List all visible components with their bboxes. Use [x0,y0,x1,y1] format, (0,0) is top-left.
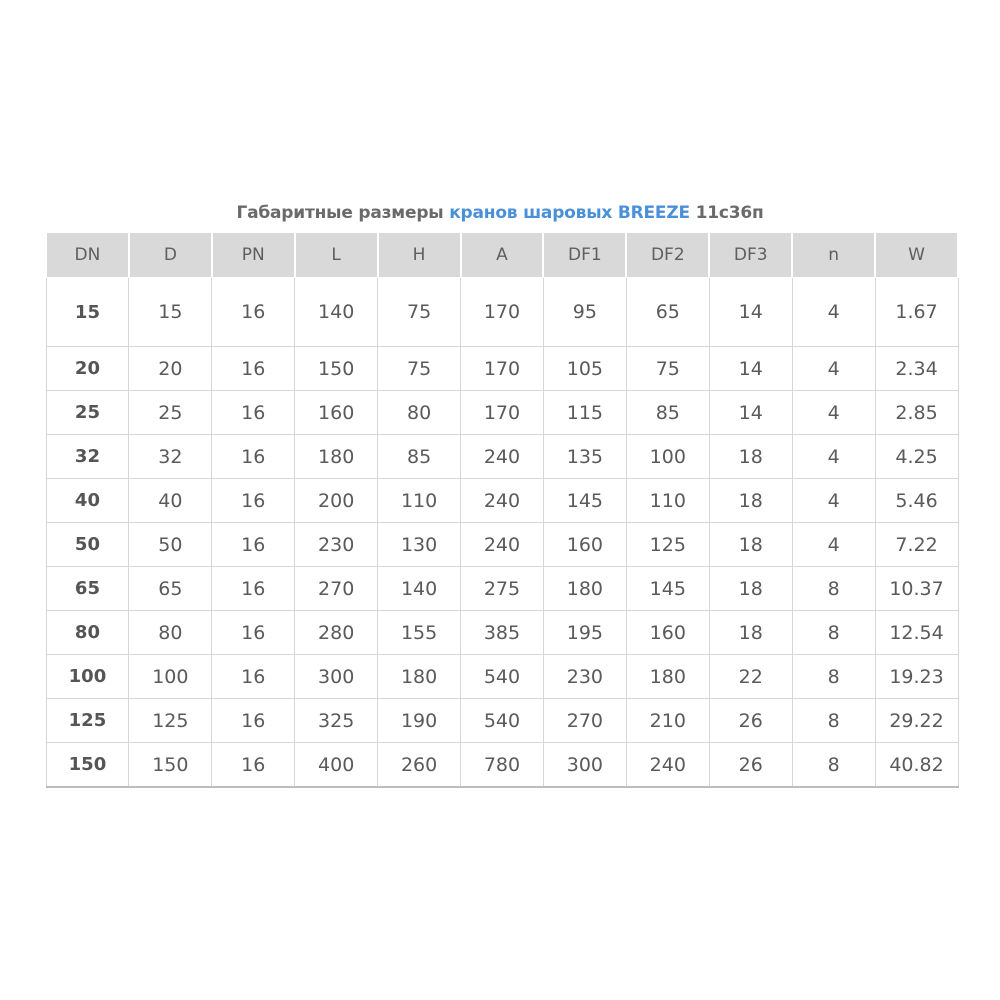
table-cell: 85 [626,391,709,435]
table-cell: 16 [212,655,295,699]
table-cell: 14 [709,391,792,435]
dn-cell: 25 [46,391,129,435]
table-cell: 95 [543,278,626,347]
dn-cell: 20 [46,347,129,391]
table-cell: 4 [792,347,875,391]
table-cell: 65 [129,567,212,611]
table-cell: 190 [378,699,461,743]
header-cell: D [129,233,212,278]
table-cell: 180 [295,435,378,479]
table-cell: 26 [709,743,792,788]
header-cell: DF3 [709,233,792,278]
table-cell: 240 [461,523,544,567]
table-cell: 160 [543,523,626,567]
table-cell: 170 [461,347,544,391]
table-cell: 110 [626,479,709,523]
table-cell: 85 [378,435,461,479]
table-cell: 4 [792,435,875,479]
table-cell: 16 [212,278,295,347]
table-row [46,435,958,479]
table-cell: 110 [378,479,461,523]
table-cell: 32 [129,435,212,479]
dn-cell: 40 [46,479,129,523]
header-cell: DF1 [543,233,626,278]
table-cell: 18 [709,611,792,655]
dn-cell: 100 [46,655,129,699]
table-cell: 115 [543,391,626,435]
table-cell: 200 [295,479,378,523]
table-cell: 14 [709,278,792,347]
dn-cell: 32 [46,435,129,479]
table-cell: 270 [295,567,378,611]
table-cell: 240 [461,435,544,479]
table-cell: 240 [461,479,544,523]
table-cell: 230 [295,523,378,567]
dn-cell: 65 [46,567,129,611]
table-cell: 385 [461,611,544,655]
table-cell: 260 [378,743,461,788]
header-cell: W [875,233,958,278]
dn-cell: 15 [46,278,129,347]
table-cell: 22 [709,655,792,699]
table-cell: 155 [378,611,461,655]
table-cell: 16 [212,523,295,567]
table-cell: 15 [129,278,212,347]
table-cell: 10.37 [875,567,958,611]
table-cell: 80 [129,611,212,655]
table-cell: 8 [792,743,875,788]
table-cell: 780 [461,743,544,788]
header-cell: A [461,233,544,278]
table-cell: 29.22 [875,699,958,743]
table-row [46,611,958,655]
table-cell: 210 [626,699,709,743]
table-cell: 135 [543,435,626,479]
table-cell: 75 [626,347,709,391]
table-row [46,347,958,391]
table-cell: 16 [212,567,295,611]
table-row [46,655,958,699]
table-cell: 240 [626,743,709,788]
dn-cell: 50 [46,523,129,567]
table-cell: 145 [626,567,709,611]
table-cell: 18 [709,479,792,523]
table-cell: 8 [792,567,875,611]
table-cell: 16 [212,479,295,523]
table-cell: 160 [295,391,378,435]
table-cell: 170 [461,278,544,347]
table-cell: 14 [709,347,792,391]
table-cell: 7.22 [875,523,958,567]
table-cell: 50 [129,523,212,567]
table-cell: 40.82 [875,743,958,788]
table-cell: 16 [212,699,295,743]
table-cell: 4.25 [875,435,958,479]
header-cell: n [792,233,875,278]
table-cell: 145 [543,479,626,523]
table-cell: 170 [461,391,544,435]
table-cell: 4 [792,278,875,347]
header-cell: DF2 [626,233,709,278]
table-cell: 2.85 [875,391,958,435]
table-cell: 8 [792,655,875,699]
table-cell: 160 [626,611,709,655]
caption-part-3: 11с36п [689,203,764,223]
table-cell: 140 [378,567,461,611]
dimensions-table [45,232,959,788]
header-cell: PN [212,233,295,278]
table-cell: 20 [129,347,212,391]
table-cell: 540 [461,655,544,699]
table-cell: 5.46 [875,479,958,523]
table-row [46,479,958,523]
header-cell: L [295,233,378,278]
table-caption [0,203,1000,223]
table-cell: 8 [792,699,875,743]
table-row [46,523,958,567]
table-cell: 75 [378,278,461,347]
table-cell: 230 [543,655,626,699]
table-cell: 16 [212,391,295,435]
table-cell: 4 [792,523,875,567]
table-row [46,743,958,788]
table-cell: 26 [709,699,792,743]
table-cell: 65 [626,278,709,347]
table-row [46,699,958,743]
dn-cell: 80 [46,611,129,655]
table-row [46,278,958,347]
table-cell: 130 [378,523,461,567]
table-row [46,567,958,611]
table-cell: 8 [792,611,875,655]
table-row [46,391,958,435]
header-row [46,233,958,278]
table-cell: 100 [129,655,212,699]
table-cell: 105 [543,347,626,391]
table-cell: 140 [295,278,378,347]
table-cell: 100 [626,435,709,479]
table-head [46,233,958,278]
table-cell: 150 [295,347,378,391]
table-cell: 180 [626,655,709,699]
table-cell: 1.67 [875,278,958,347]
header-cell: H [378,233,461,278]
dn-cell: 125 [46,699,129,743]
table-cell: 280 [295,611,378,655]
table-cell: 18 [709,523,792,567]
table-cell: 125 [129,699,212,743]
header-cell: DN [46,233,129,278]
table-cell: 40 [129,479,212,523]
table-cell: 16 [212,347,295,391]
table-cell: 125 [626,523,709,567]
table-cell: 270 [543,699,626,743]
table-cell: 80 [378,391,461,435]
table-cell: 275 [461,567,544,611]
table-cell: 25 [129,391,212,435]
table-cell: 300 [295,655,378,699]
table-body [46,278,958,788]
table-cell: 180 [543,567,626,611]
table-cell: 18 [709,567,792,611]
dn-cell: 150 [46,743,129,788]
table-cell: 300 [543,743,626,788]
table-cell: 325 [295,699,378,743]
table-cell: 4 [792,479,875,523]
table-cell: 4 [792,391,875,435]
table-cell: 75 [378,347,461,391]
table-cell: 540 [461,699,544,743]
table-cell: 19.23 [875,655,958,699]
table-cell: 18 [709,435,792,479]
table-cell: 400 [295,743,378,788]
table-cell: 180 [378,655,461,699]
table-cell: 12.54 [875,611,958,655]
caption-link-text[interactable]: кранов шаровых BREEZE [449,203,690,223]
table-cell: 195 [543,611,626,655]
table-cell: 16 [212,435,295,479]
table-cell: 16 [212,611,295,655]
table-cell: 16 [212,743,295,788]
caption-part-1: Габаритные размеры [236,203,450,223]
table-cell: 2.34 [875,347,958,391]
table-cell: 150 [129,743,212,788]
